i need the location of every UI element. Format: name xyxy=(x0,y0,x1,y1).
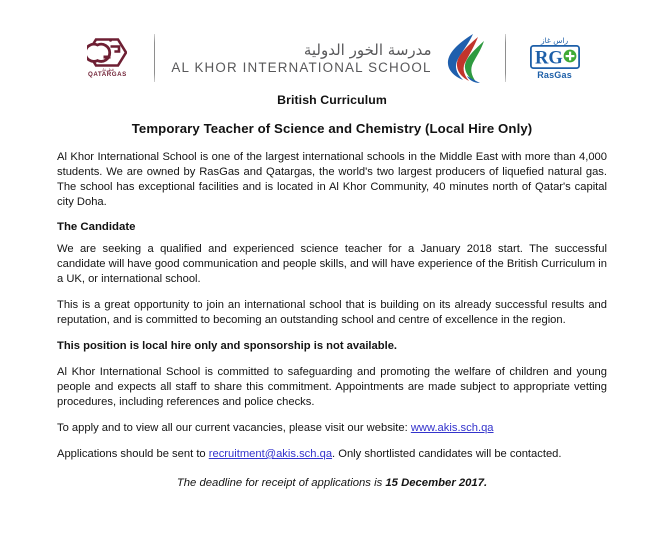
opportunity-paragraph: This is a great opportunity to join an international school that is building on its already successful results and reputation, and is committed to becoming an outstanding school and centre of excellence in the region. xyxy=(57,299,607,326)
header-divider-left xyxy=(154,34,155,82)
svg-text:RG: RG xyxy=(534,48,563,69)
deadline-prefix-text: The deadline for receipt of applications is xyxy=(176,477,386,489)
website-link[interactable]: www.akis.sch.qa xyxy=(410,422,494,434)
letterhead-header xyxy=(0,30,664,86)
local-hire-notice: This position is local hire only and sponsorship is not available. xyxy=(57,340,398,352)
apply-prefix-text: To apply and to view all our current vacancies, please visit our website: xyxy=(57,422,411,434)
school-wordmark xyxy=(171,32,488,84)
document-body xyxy=(57,93,607,489)
school-name-arabic: مدرسة الخور الدولية xyxy=(303,40,432,59)
rasgas-monogram-icon xyxy=(530,45,580,69)
deadline-date: 15 December 2017. xyxy=(385,477,488,489)
school-name-english: AL KHOR INTERNATIONAL SCHOOL xyxy=(171,59,432,75)
qatargas-wordmark: QATARGAS xyxy=(87,70,127,78)
page-title: Temporary Teacher of Science and Chemistry (Local Hire Only) xyxy=(131,121,533,136)
qatargas-hexagon-icon xyxy=(87,38,127,67)
applications-suffix-text: . Only shortlisted candidates will be contacted. xyxy=(332,448,562,460)
intro-paragraph: Al Khor International School is one of the largest international schools in the Middle East with more than 4,000 students. We are owned by RasGas and Qatargas, the world's two largest producers of liquefied natural gas. The school has exceptional facilities and is located in Al Khor Community, 40 minutes north of Qatar's capital city Doha. xyxy=(57,151,607,208)
rasgas-wordmark: RasGas xyxy=(537,69,572,80)
applications-paragraph xyxy=(57,447,607,462)
applications-prefix-text: Applications should be sent to xyxy=(57,448,209,460)
apply-paragraph xyxy=(57,421,607,436)
header-divider-right xyxy=(505,34,506,82)
curriculum-heading: British Curriculum xyxy=(277,93,387,107)
email-link[interactable]: recruitment@akis.sch.qa xyxy=(208,448,333,460)
qatargas-logo xyxy=(76,34,138,82)
candidate-paragraph: We are seeking a qualified and experienced science teacher for a January 2018 start. The successful candidate will have good communication and people skills, and will have experience of the British Curriculum in a UK, or international school. xyxy=(57,243,607,285)
candidate-heading: The Candidate xyxy=(57,221,136,233)
rasgas-arabic: راس غاز xyxy=(541,35,569,45)
safeguarding-paragraph: Al Khor International School is committed to safeguarding and promoting the welfare of children and young people and expects all staff to share this commitment. Appointments are made subject to appropriate vetting procedures, including references and police checks. xyxy=(57,366,607,408)
akis-flame-icon xyxy=(443,32,489,84)
qatargas-arabic: قطرغاز xyxy=(101,66,114,72)
deadline-notice xyxy=(57,477,607,489)
rasgas-logo xyxy=(522,37,588,80)
